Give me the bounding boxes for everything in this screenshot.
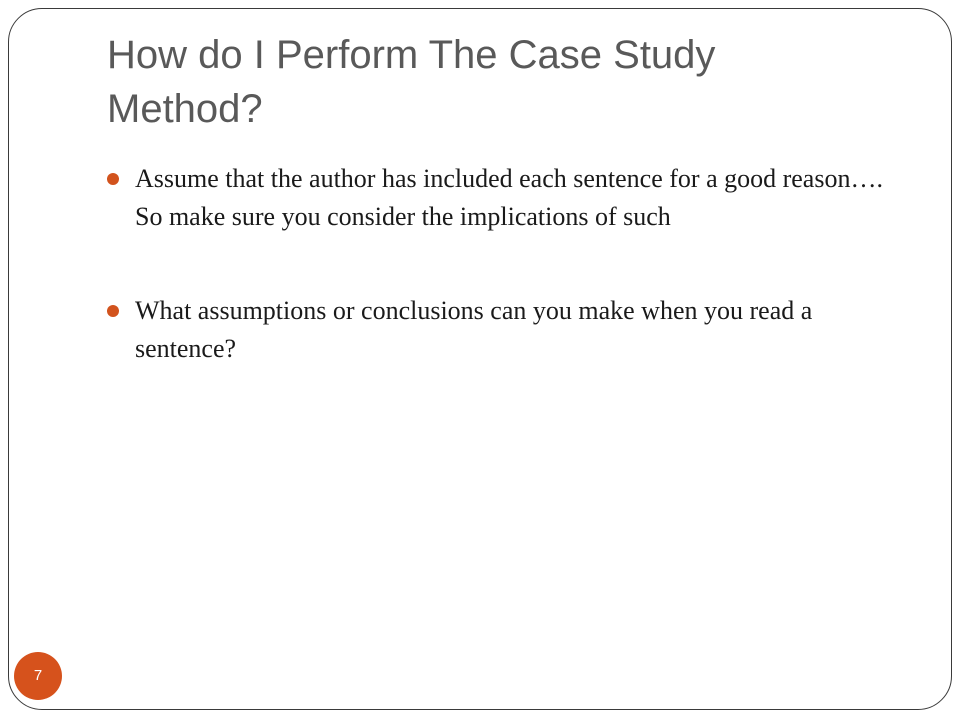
- page-number-badge: 7: [14, 652, 62, 700]
- bullet-list: [107, 160, 907, 424]
- slide-title: How do I Perform The Case Study Method?: [107, 33, 716, 131]
- circle-bullet-icon: [107, 305, 119, 317]
- bullet-item: [107, 292, 907, 368]
- bullet-text: Assume that the author has included each sentence for a good reason…. So make sure you consider the implications of such: [135, 164, 883, 231]
- circle-bullet-icon: [107, 173, 119, 185]
- bullet-text: What assumptions or conclusions can you make when you read a sentence?: [135, 296, 813, 363]
- bullet-item: [107, 160, 907, 236]
